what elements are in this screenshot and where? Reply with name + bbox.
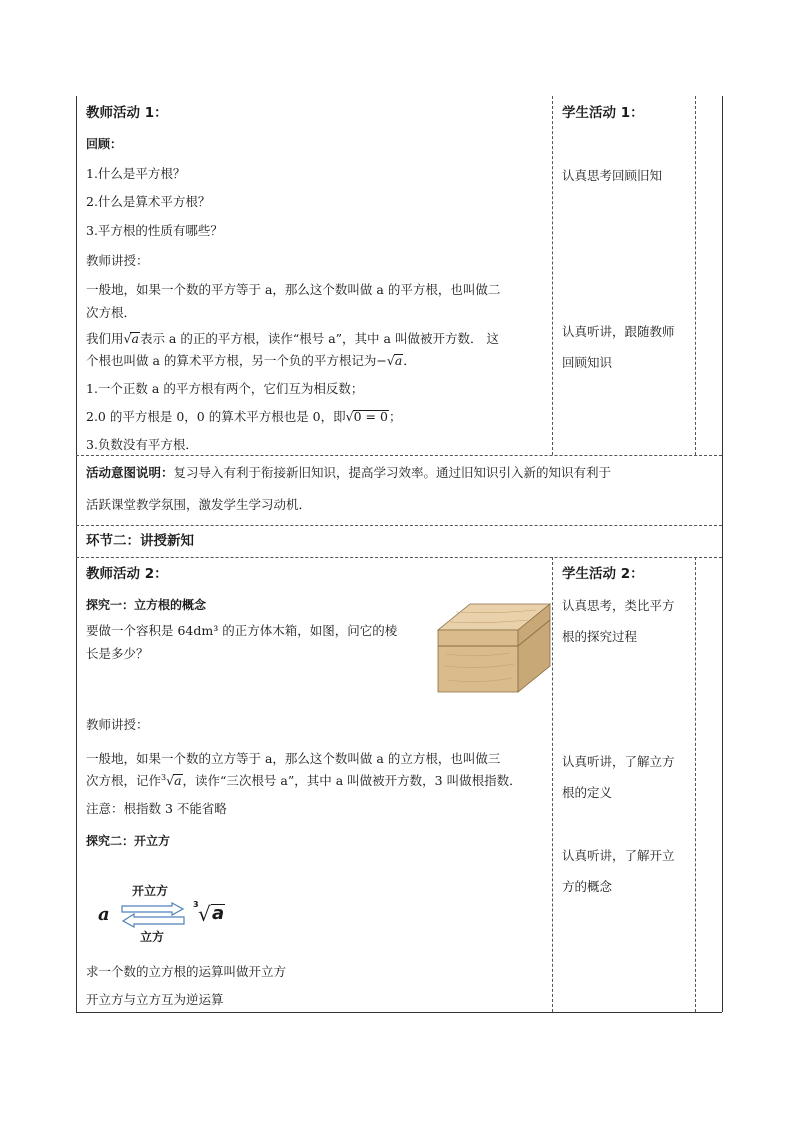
- square-root-symbol-line-2: [86, 353, 416, 368]
- column-divider-1: [552, 96, 553, 455]
- teacher-activity-2-title: 教师活动 2：: [86, 566, 168, 582]
- column-divider-4: [695, 557, 696, 1012]
- student-activity-2-item-3-line-2: 方的概念: [562, 879, 613, 894]
- property-2-text: 2.0 的平方根是 0，0 的算术平方根也是 0，即: [86, 409, 346, 424]
- radicand: a: [131, 331, 139, 346]
- column-divider-3: [695, 96, 696, 455]
- table-right-border: [722, 96, 723, 1012]
- flow-root-index: 3: [193, 900, 199, 909]
- row-divider-2: [76, 525, 722, 526]
- flow-radical-sign: √: [198, 902, 211, 926]
- flow-bottom-label: 立方: [140, 930, 165, 944]
- student-activity-1-title: 学生活动 1：: [562, 105, 644, 121]
- inverse-operation-statement: 开立方与立方互为逆运算: [86, 992, 224, 1007]
- student-activity-2-item-3-line-1: 认真听讲，了解开立: [562, 848, 675, 863]
- student-activity-2-item-1-line-2: 根的探究过程: [562, 629, 638, 644]
- table-left-border: [76, 96, 77, 1012]
- period: ．: [403, 353, 416, 368]
- box-front-face: [438, 630, 518, 692]
- section-2-title: 环节二：讲授新知: [86, 533, 194, 549]
- flow-top-label: 开立方: [132, 884, 169, 898]
- teacher-activity-1-title: 教师活动 1：: [86, 105, 168, 121]
- radicand: a: [174, 773, 182, 789]
- cube-root-note: 注意：根指数 3 不能省略: [86, 801, 227, 816]
- cube-root-definition-line-1: 一般地，如果一个数的立方等于 a，那么这个数叫做 a 的立方根，也叫做三: [86, 751, 501, 766]
- activity-intent-line-2: 活跃课堂教学氛围，激发学生学习动机．: [86, 497, 312, 512]
- student-activity-1-item-2-line-2: 回顾知识: [562, 355, 613, 370]
- property-3: 3.负数没有平方根．: [86, 437, 198, 452]
- explore-1-title: 探究一：立方根的概念: [86, 598, 207, 612]
- activity-intent-text: 复习导入有利于衔接新旧知识，提高学习效率。通过旧知识引入新的知识有利于: [173, 465, 612, 480]
- activity-intent-line-1: [86, 465, 611, 480]
- radical-sign: √: [123, 331, 132, 346]
- student-activity-1-item-2-line-1: 认真听讲，跟随教师: [562, 324, 675, 339]
- property-1: 1.一个正数 a 的平方根有两个，它们互为相反数；: [86, 381, 364, 396]
- cube-problem-line-2: 长是多少？: [86, 646, 149, 661]
- teacher-lecture-label-1: 教师讲授：: [86, 253, 149, 268]
- review-label: 回顾：: [86, 137, 123, 151]
- cube-root-notation-prefix: 次方根，记作: [86, 773, 162, 789]
- arrow-right-icon: [122, 903, 183, 915]
- cube-problem-line-1: 要做一个容积是 64dm³ 的正方体木箱，如图，问它的棱: [86, 623, 398, 638]
- radicand: a: [394, 353, 403, 368]
- row-divider-3: [76, 557, 722, 558]
- property-2: [86, 409, 401, 424]
- property-2-end: ；: [388, 409, 402, 424]
- review-question-1: 1.什么是平方根？: [86, 166, 186, 181]
- flow-left-variable: a: [98, 904, 110, 925]
- flow-right-variable: a: [212, 903, 225, 924]
- cube-root-operation-definition: 求一个数的立方根的运算叫做开立方: [86, 964, 287, 979]
- review-question-3: 3.平方根的性质有哪些？: [86, 223, 223, 238]
- flow-arrows: [120, 902, 186, 928]
- review-question-2: 2.什么是算术平方根？: [86, 194, 211, 209]
- column-divider-2: [552, 557, 553, 1012]
- cube-root-notation-suffix: ，读作“三次根号 a”，其中 a 叫做被开方数，3 叫做根指数．: [182, 773, 522, 789]
- teacher-lecture-label-2: 教师讲授：: [86, 717, 149, 732]
- square-root-definition-line-2: 次方根．: [86, 305, 137, 320]
- radical-sign: √: [345, 409, 354, 424]
- activity-intent-label: 活动意图说明：: [86, 465, 174, 480]
- square-root-definition-line-1: 一般地，如果一个数的平方等于 a，那么这个数叫做 a 的平方根，也叫做二: [86, 282, 501, 297]
- row-divider-1: [76, 455, 722, 456]
- student-activity-2-item-2-line-1: 认真听讲，了解立方: [562, 754, 675, 769]
- symbol-text-prefix: 我们用: [86, 331, 124, 346]
- student-activity-2-title: 学生活动 2：: [562, 566, 644, 582]
- cube-root-operation-diagram: [98, 884, 238, 948]
- cube-root-index: 3: [161, 773, 167, 782]
- explore-2-title: 探究二：开立方: [86, 834, 171, 848]
- negative-root-text: 个根也叫做 a 的算术平方根，另一个负的平方根记为−: [86, 353, 387, 368]
- square-root-symbol-line-1: [86, 331, 499, 346]
- cube-root-definition-line-2: [86, 773, 522, 788]
- table-bottom-border: [76, 1012, 722, 1013]
- radical-sign: √: [166, 773, 175, 789]
- wooden-box-illustration: [436, 602, 552, 694]
- student-activity-2-item-1-line-1: 认真思考，类比平方: [562, 598, 675, 613]
- student-activity-2-item-2-line-2: 根的定义: [562, 785, 613, 800]
- student-activity-1-item-1: 认真思考回顾旧知: [562, 168, 663, 183]
- sqrt-zero-equation: 0 = 0: [353, 409, 388, 424]
- symbol-text-suffix: 表示 a 的正的平方根，读作“根号 a”，其中 a 叫做被开方数． 这: [139, 331, 499, 346]
- radical-sign: √: [386, 353, 395, 368]
- arrow-left-icon: [123, 914, 184, 927]
